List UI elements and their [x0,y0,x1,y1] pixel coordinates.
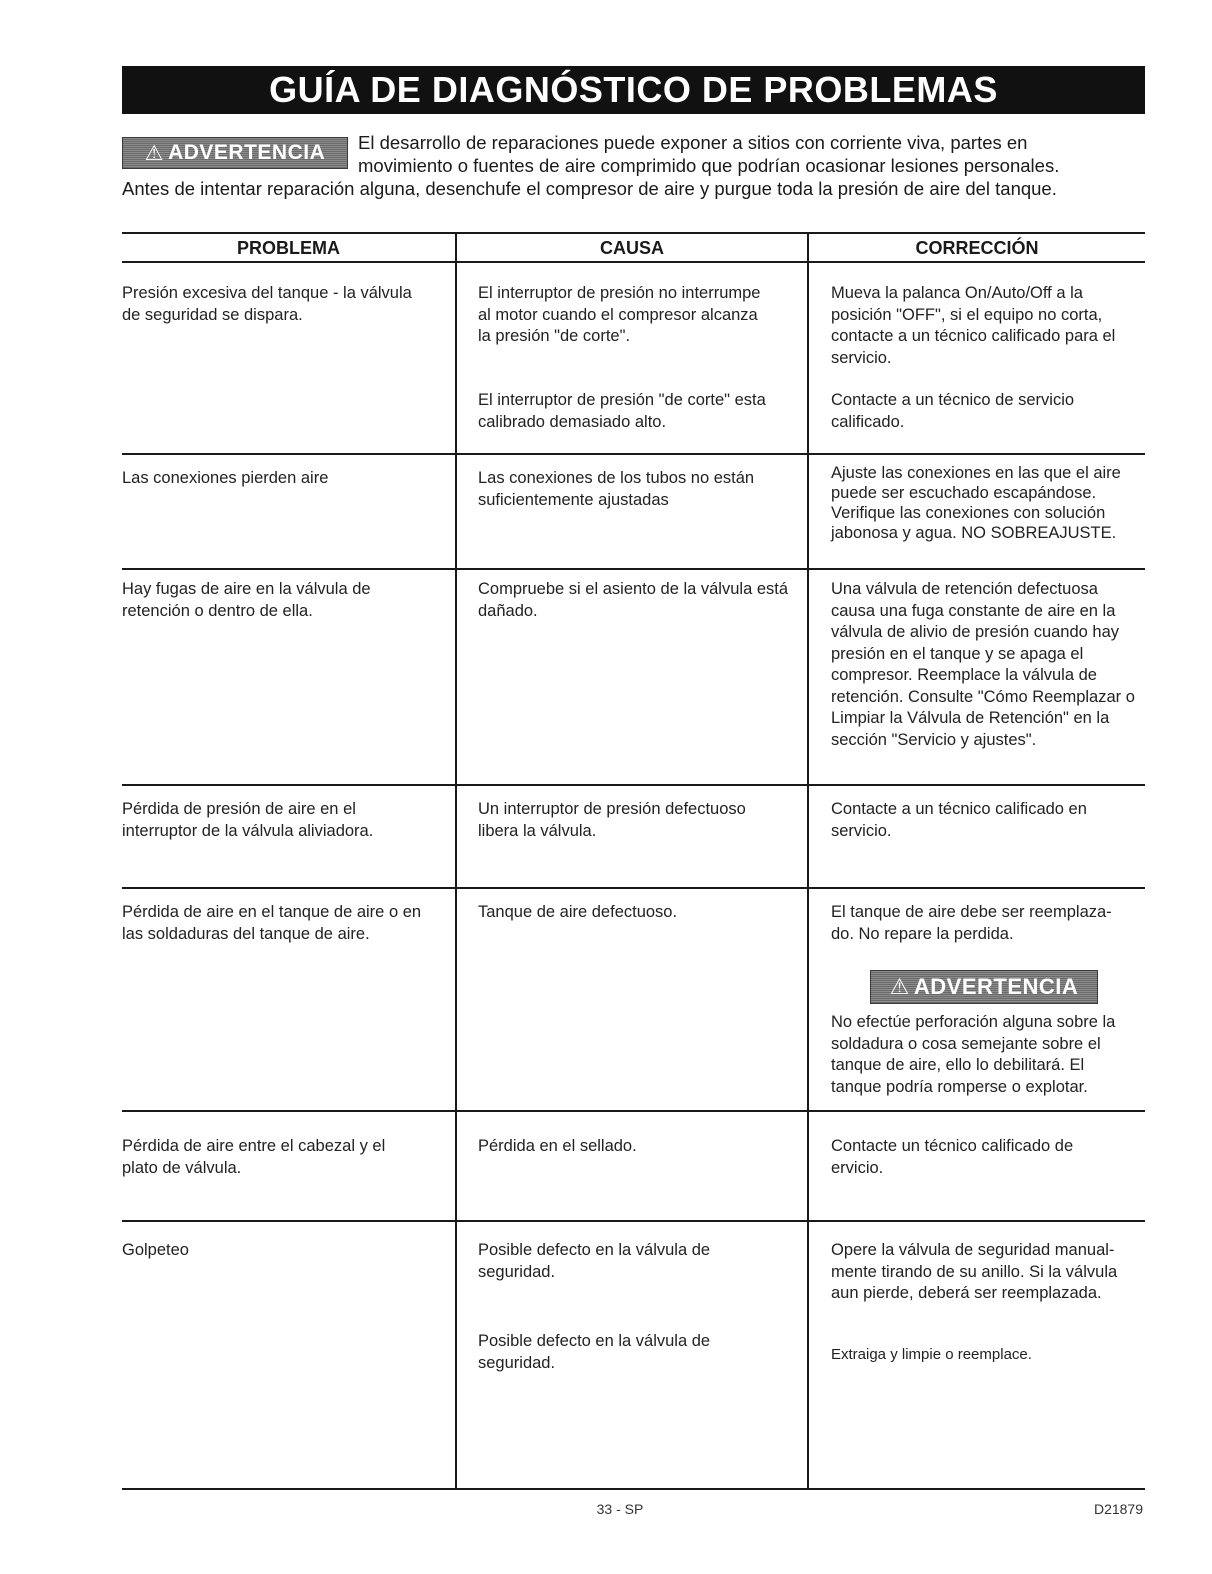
table-top-rule [122,232,1145,234]
cause-cell: Pérdida en el sellado. [478,1137,637,1155]
row-divider [122,784,1145,786]
problem-cell: Golpeteo [122,1241,189,1259]
cause-cell: Posible defecto en la válvula de seguridad. [478,1332,711,1372]
document-code: D21879 [1093,1501,1143,1517]
cause-cell: El interruptor de presión no interrumpe al motor cuando el compresor alcanza la presión "de corte". [478,284,761,345]
column-divider-2 [807,232,809,1490]
column-header-causa: CAUSA [599,238,664,258]
warning-text [122,131,1152,200]
correction-cell: Contacte un técnico calificado de ervicio. [831,1137,1074,1177]
problem-cell: Las conexiones pierden aire [122,469,329,487]
problem-cell: Pérdida de presión de aire en el interruptor de la válvula aliviadora. [122,800,374,840]
warning-line-2: movimiento o fuentes de aire comprimido que podrían ocasionar lesiones personales. [358,155,1060,176]
cause-cell: Tanque de aire defectuoso. [478,903,678,921]
column-divider-1 [455,232,457,1490]
warning-line-1: El desarrollo de reparaciones puede exponer a sitios con corriente viva, partes en [358,132,1028,153]
problem-cell: Presión excesiva del tanque - la válvula de seguridad se dispara. [122,284,412,324]
row-divider [122,568,1145,570]
warning-triangle-icon: ⚠ [144,141,165,165]
correction-cell: No efectúe perforación alguna sobre la soldadura o cosa semejante sobre el tanque de aire, ello lo debilitará. El tanque podría romperse o explotar. [831,1013,1116,1096]
cause-cell: Las conexiones de los tubos no están suficientemente ajustadas [478,469,755,509]
correction-cell: Extraiga y limpie o reemplace. [831,1346,1032,1363]
cause-cell: Posible defecto en la válvula de seguridad. [478,1241,711,1281]
cause-cell: Un interruptor de presión defectuoso libera la válvula. [478,800,746,840]
problem-cell: Hay fugas de aire en la válvula de retención o dentro de ella. [122,580,371,620]
correction-warning-label: ADVERTENCIA [913,974,1079,999]
warning-badge-label: ADVERTENCIA [168,141,326,164]
cause-cell: El interruptor de presión "de corte" esta calibrado demasiado alto. [478,391,766,431]
correction-cell: Contacte a un técnico calificado en servicio. [831,800,1087,840]
table-bottom-rule [122,1488,1145,1490]
correction-cell: Una válvula de retención defectuosa causa una fuga constante de aire en la válvula de alivio de presión cuando hay presión en el tanque y se apaga el compresor. Reemplace la válvula de retención. Consulte "Cómo Reemplazar o Limpiar la Válvula de Retención" en la sección "Servicio y ajustes". [831,580,1135,749]
correction-cell: Contacte a un técnico de servicio calificado. [831,391,1075,431]
problem-cell: Pérdida de aire entre el cabezal y el plato de válvula. [122,1137,386,1177]
column-header-correccion: CORRECCIÓN [915,238,1039,258]
page-title: GUÍA DE DIAGNÓSTICO DE PROBLEMAS [122,66,1145,114]
correction-warning-badge [870,970,1098,1004]
cause-cell: Compruebe si el asiento de la válvula está dañado. [478,580,789,620]
row-divider [122,453,1145,455]
row-divider [122,887,1145,889]
correction-cell: Ajuste las conexiones en las que el aire puede ser escuchado escapándose. Verifique las conexiones con solución jabonosa y agua. NO SOBREAJUSTE. [831,464,1121,542]
column-header-problema: PROBLEMA [237,238,340,258]
correction-cell: Mueva la palanca On/Auto/Off a la posición "OFF", si el equipo no corta, contacte a un técnico calificado para el servicio. [831,284,1116,367]
problem-cell: Pérdida de aire en el tanque de aire o en las soldaduras del tanque de aire. [122,903,422,943]
warning-triangle-icon: ⚠ [889,974,910,999]
correction-cell: Opere la válvula de seguridad manual- mente tirando de su anillo. Si la válvula aun pierde, deberá ser reemplazada. [831,1241,1118,1302]
row-divider [122,1110,1145,1112]
warning-line-3: Antes de intentar reparación alguna, desenchufe el compresor de aire y purgue toda la presión de aire del tanque. [122,178,1057,199]
row-divider [122,1220,1145,1222]
page-number: 33 - SP [596,1501,644,1517]
correction-cell: El tanque de aire debe ser reemplaza- do. No repare la perdida. [831,903,1112,943]
table-header-rule [122,261,1145,263]
